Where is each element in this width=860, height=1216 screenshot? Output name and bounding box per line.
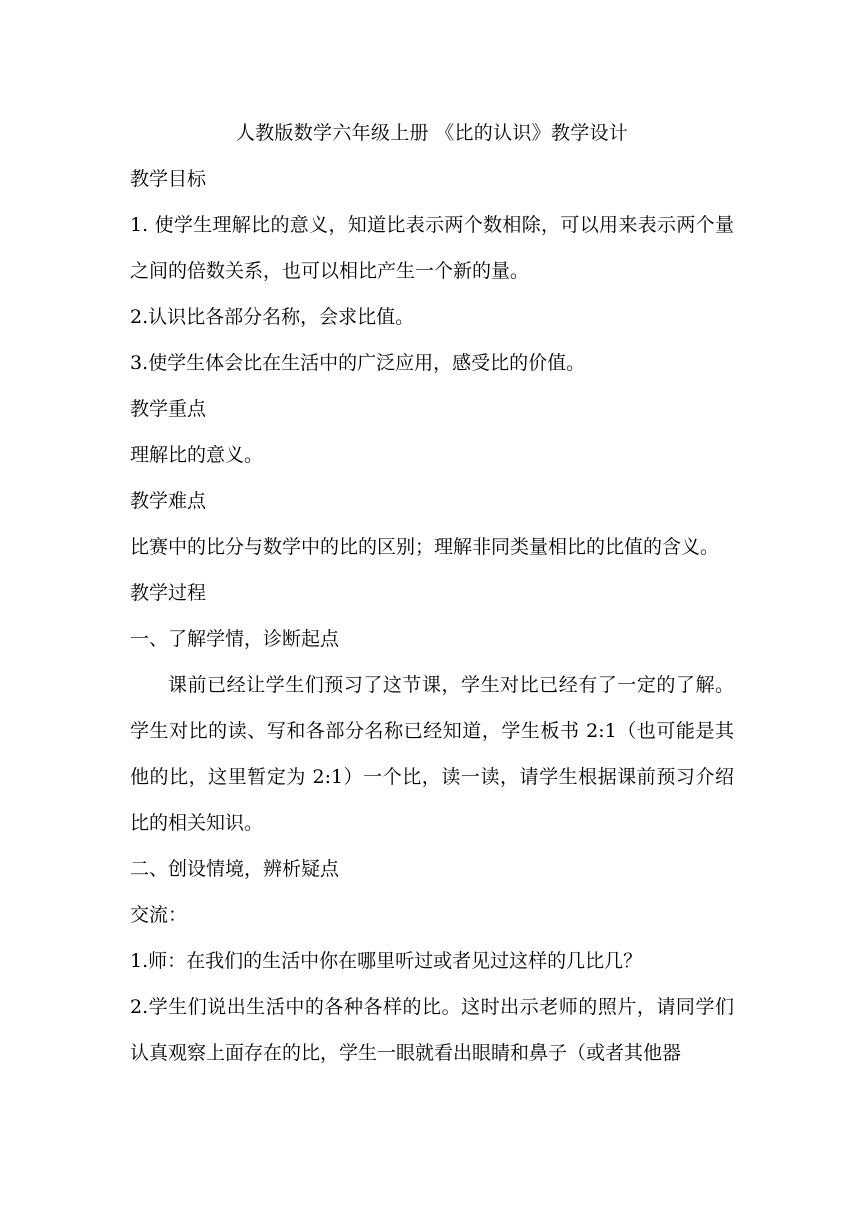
document-body (130, 110, 734, 1076)
exchange-item-1: 1.师：在我们的生活中你在哪里听过或者见过这样的几比几？ (130, 950, 643, 972)
document-title: 人教版数学六年级上册 《比的认识》教学设计 (235, 122, 629, 144)
exchange-label: 交流： (130, 904, 188, 926)
key-point-heading: 教学重点 (130, 398, 207, 420)
difficulty-text: 比赛中的比分与数学中的比的区别；理解非同类量相比的比值的含义。 (130, 536, 720, 558)
step-1-heading: 一、了解学情，诊断起点 (130, 628, 340, 650)
goal-2-paragraph: 2.认识比各部分名称，会求比值。 (130, 306, 415, 328)
exchange-item-2: 2.学生们说出生活中的各种各样的比。这时出示老师的照片，请同学们认真观察上面存在的比，学生一眼就看出眼睛和鼻子（或者其他器 (130, 996, 734, 1064)
goal-3-paragraph: 3.使学生体会比在生活中的广泛应用，感受比的价值。 (130, 352, 586, 374)
key-point-text: 理解比的意义。 (130, 444, 264, 466)
goals-heading: 教学目标 (130, 168, 207, 190)
process-heading: 教学过程 (130, 582, 207, 604)
goal-1-paragraph: 1. 使学生理解比的意义，知道比表示两个数相除，可以用来表示两个量之间的倍数关系，也可以相比产生一个新的量。 (130, 214, 734, 282)
step-2-heading: 二、创设情境，辨析疑点 (130, 858, 340, 880)
difficulty-heading: 教学难点 (130, 490, 207, 512)
step-1-paragraph: 课前已经让学生们预习了这节课，学生对比已经有了一定的了解。学生对比的读、写和各部分名称已经知道，学生板书 2:1（也可能是其他的比，这里暂定为 2:1）一个比，读一读，请学生根据课前预习介绍比的相关知识。 (130, 674, 734, 834)
